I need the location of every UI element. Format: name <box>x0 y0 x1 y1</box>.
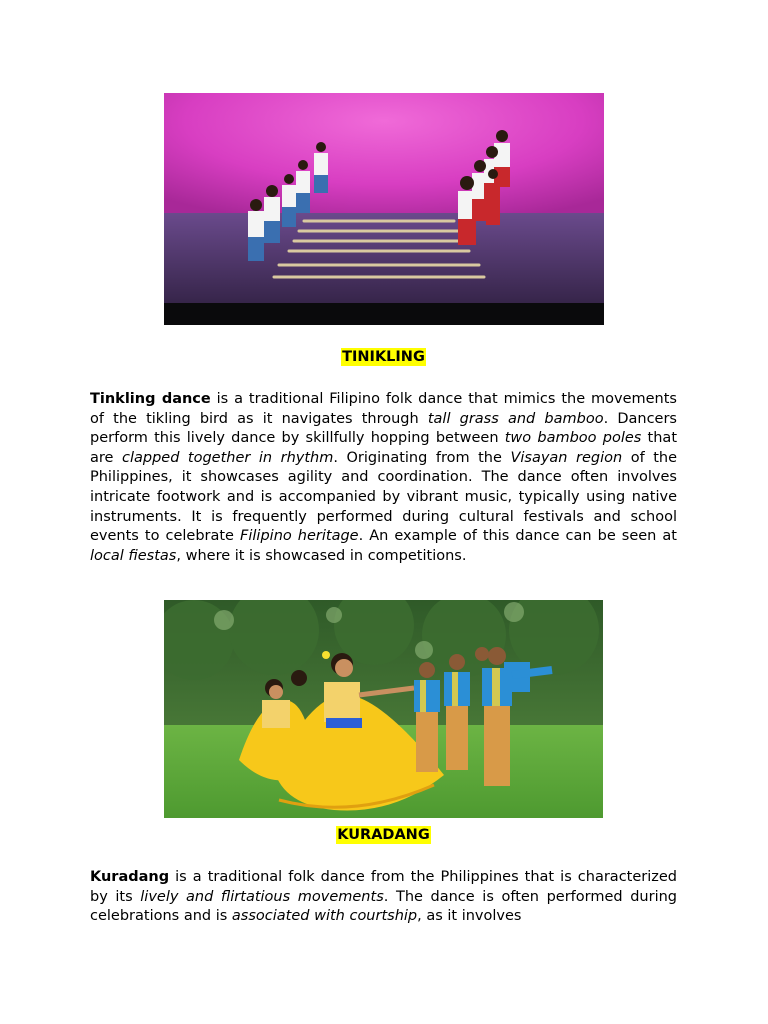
kuradang-photo <box>164 600 603 818</box>
tinikling-paragraph <box>90 390 677 566</box>
italic-phrase: Visayan region <box>510 449 623 466</box>
italic-phrase: two bamboo poles <box>504 430 642 447</box>
text-run: , as it involves <box>417 908 522 925</box>
bold-term: Tinkling dance <box>90 391 211 407</box>
text-run: of the Philippines, it showcases agility and coordination. The dance often involves intricate footwork and is accompanied by vibrant music, typically using native instruments. It is frequently performed during cultural festivals and school events to celebrate <box>90 449 678 545</box>
italic-phrase: local fiestas <box>90 547 177 564</box>
italic-phrase: tall grass and bamboo <box>427 410 604 427</box>
text-run: is a traditional folk dance from the Philippines that is characterized by its <box>90 869 677 905</box>
text-run: . An example of this dance can be seen at <box>358 528 677 545</box>
text-run: . Dancers perform this lively dance by skillfully hopping between <box>90 410 677 447</box>
text-run: . The dance is often performed during celebrations and is <box>90 888 677 925</box>
italic-phrase: lively and flirtatious movements <box>140 888 384 905</box>
text-run: is a traditional Filipino folk dance that mimics the movements of the tikling bird as it navigates through <box>90 391 677 427</box>
tinikling-photo <box>164 93 604 325</box>
text-run: . Originating from the <box>333 449 511 466</box>
bold-term: Kuradang <box>90 869 170 885</box>
italic-phrase: associated with courtship <box>231 908 418 925</box>
kuradang-illustration <box>164 600 603 818</box>
kuradang-heading <box>90 827 677 843</box>
tinikling-heading <box>90 349 677 365</box>
tinikling-heading-text: TINIKLING <box>342 349 425 365</box>
kuradang-paragraph <box>90 868 677 927</box>
tinikling-illustration <box>164 93 604 325</box>
text-run: that are <box>90 430 678 466</box>
kuradang-heading-text: KURADANG <box>337 827 430 843</box>
italic-phrase: clapped together in rhythm <box>121 449 334 466</box>
text-run: , where it is showcased in competitions. <box>176 547 467 564</box>
italic-phrase: Filipino heritage <box>240 528 359 545</box>
